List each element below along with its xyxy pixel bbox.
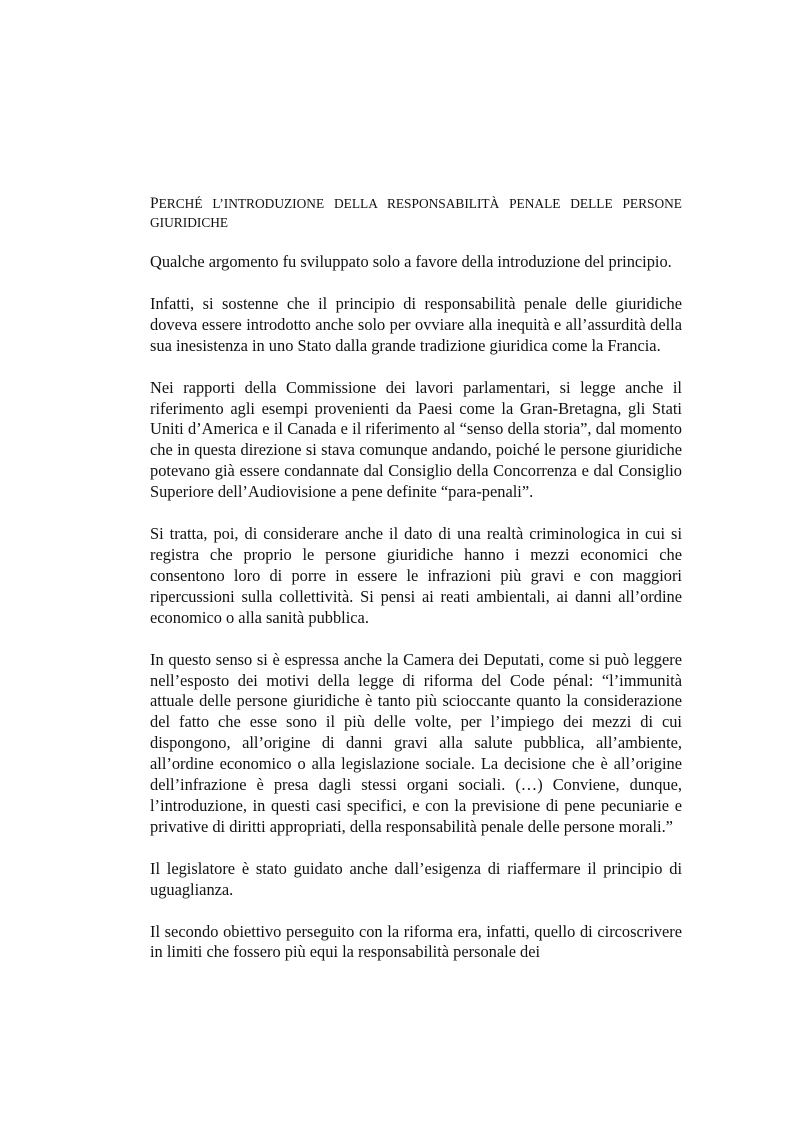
document-page [150, 194, 682, 984]
heading-text: ERCHÉ L’INTRODUZIONE DELLA RESPONSABILITÀ PENALE DELLE PERSONE GIURIDICHE [150, 196, 682, 230]
paragraph-7: Il secondo obiettivo perseguito con la riforma era, infatti, quello di circoscrivere in limiti che fossero più equi la responsabilità personale dei [150, 921, 682, 962]
paragraph-5: In questo senso si è espressa anche la Camera dei Deputati, come si può leggere nell’esposto dei motivi della legge di riforma del Code pénal: “l’immunità attuale delle persone giuridiche è tanto più scioccante quanto la considerazione del fatto che esse sono il più delle volte, per l’impiego dei mezzi di cui dispongono, all’origine di danni gravi alla salute pubblica, all’ambiente, all’ordine economico o alla legislazione sociale. La decisione che è all’origine dell’infrazione è presa dagli stessi organi sociali. (…) Conviene, dunque, l’introduzione, in questi casi specifici, e con la previsione di pene pecuniarie e privative di diritti appropriati, della responsabilità penale delle persone morali.” [150, 649, 682, 836]
paragraph-3: Nei rapporti della Commissione dei lavori parlamentari, si legge anche il riferimento agli esempi provenienti da Paesi come la Gran-Bretagna, gli Stati Uniti d’America e il Canada e il riferimento al “senso della storia”, dal momento che in questa direzione si stava comunque andando, poiché le persone giuridiche potevano già essere condannate dal Consiglio della Concorrenza e dal Consiglio Superiore dell’Audiovisione a pene definite “para-penali”. [150, 377, 682, 502]
paragraph-6: Il legislatore è stato guidato anche dall’esigenza di riaffermare il principio di uguaglianza. [150, 858, 682, 899]
paragraph-4: Si tratta, poi, di considerare anche il dato di una realtà criminologica in cui si registra che proprio le persone giuridiche hanno i mezzi economici che consentono loro di porre in essere le infrazioni più gravi e con maggiori ripercussioni sulla collettività. Si pensi ai reati ambientali, ai danni all’ordine economico o alla sanità pubblica. [150, 524, 682, 627]
section-heading [150, 194, 682, 232]
heading-initial: P [150, 195, 159, 212]
paragraph-2: Infatti, si sostenne che il principio di responsabilità penale delle giuridiche doveva essere introdotto anche solo per ovviare alla inequità e all’assurdità della sua inesistenza in uno Stato dalla grande tradizione giuridica come la Francia. [150, 293, 682, 355]
paragraph-1: Qualche argomento fu sviluppato solo a favore della introduzione del principio. [150, 252, 672, 271]
